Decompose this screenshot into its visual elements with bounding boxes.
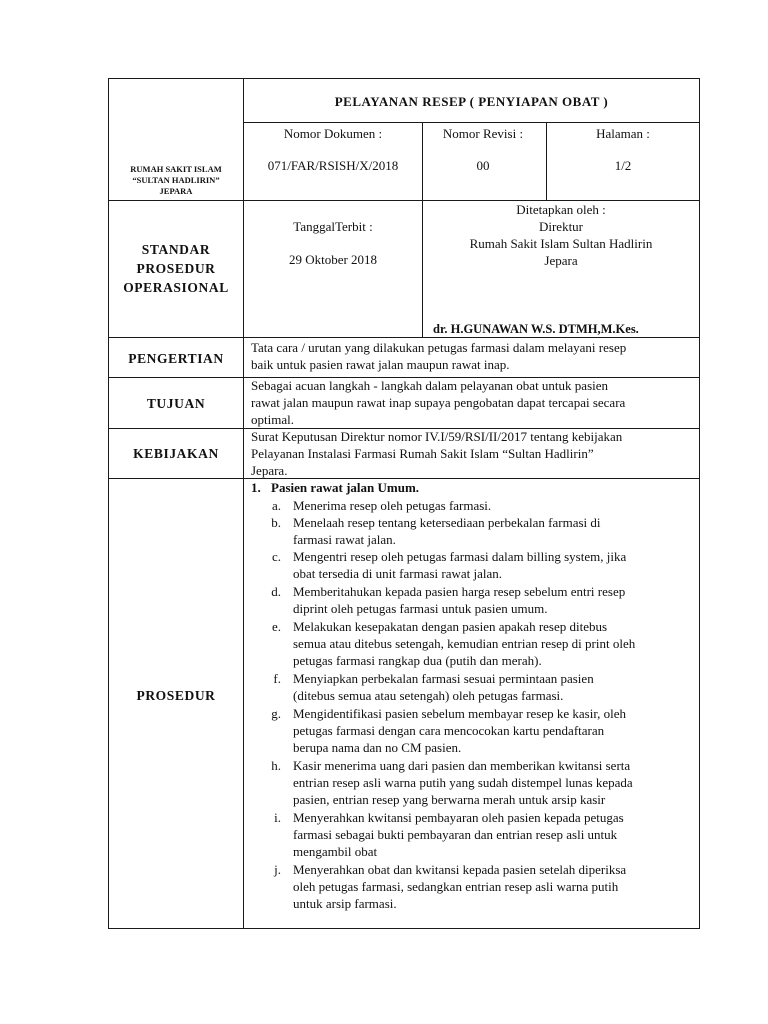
document-number-label: Nomor Dokumen :: [283, 126, 383, 141]
sop-label-line: STANDAR: [141, 242, 211, 257]
prosedur-step-b: [293, 514, 692, 548]
text-line: Menyerahkan obat dan kwitansi kepada pasien setelah diperiksa: [293, 862, 627, 877]
pengertian-label: PENGERTIAN: [128, 351, 224, 366]
text-line: untuk arsip farmasi.: [293, 896, 397, 911]
text-line: Surat Keputusan Direktur nomor IV.I/59/RSI/II/2017 tentang kebijakan: [251, 429, 623, 444]
prosedur-step-f: [293, 670, 692, 704]
document-number-value: 071/FAR/RSISH/X/2018: [267, 158, 399, 173]
prosedur-step-d: [293, 583, 692, 617]
text-line: farmasi rawat jalan.: [293, 532, 396, 547]
text-line: Menyiapkan perbekalan farmasi sesuai permintaan pasien: [293, 671, 594, 686]
text-line: Pelayanan Instalasi Farmasi Rumah Sakit Islam “Sultan Hadlirin”: [251, 446, 594, 461]
text-line: Menelaah resep tentang ketersediaan perbekalan farmasi di: [293, 515, 601, 530]
step-marker: f.: [273, 671, 281, 686]
table-border-bottom: [108, 928, 700, 929]
table-line-title: [243, 122, 700, 123]
text-line: Mengidentifikasi pasien sebelum membayar resep ke kasir, oleh: [293, 706, 627, 721]
text-line: pasien, entrian resep yang berwarna merah untuk arsip kasir: [293, 792, 606, 807]
text-line: baik untuk pasien rawat jalan maupun rawat inap.: [251, 357, 510, 372]
text-line: Memberitahukan kepada pasien harga resep sebelum entri resep: [293, 584, 626, 599]
table-border-top: [108, 78, 700, 79]
step-marker: i.: [274, 810, 281, 825]
text-line: Tata cara / urutan yang dilakukan petugas farmasi dalam melayani resep: [251, 340, 627, 355]
issued-date: 29 Oktober 2018: [288, 252, 378, 267]
prosedur-step-a: [293, 497, 692, 514]
text-line: mengambil obat: [293, 844, 378, 859]
text-line: (ditebus semua atau setengah) oleh petugas farmasi.: [293, 688, 564, 703]
step-marker: e.: [271, 619, 281, 634]
text-line: Menerima resep oleh petugas farmasi.: [293, 498, 492, 513]
kebijakan-label: KEBIJAKAN: [133, 446, 219, 461]
text-line: Sebagai acuan langkah - langkah dalam pelayanan obat untuk pasien: [251, 378, 609, 393]
prosedur-heading-number: 1.: [251, 480, 261, 495]
text-line: Melakukan kesepakatan dengan pasien apakah resep ditebus: [293, 619, 608, 634]
text-line: semua atau ditebus setengah, kemudian entrian resep di print oleh: [293, 636, 636, 651]
text-line: obat tersedia di unit farmasi rawat jalan.: [293, 566, 503, 581]
text-line: Jepara.: [251, 463, 288, 478]
hospital-name: [110, 164, 242, 197]
text-line: Kasir menerima uang dari pasien dan memberikan kwitansi serta: [293, 758, 631, 773]
signatory-name: dr. H.GUNAWAN W.S. DTMH,M.Kes.: [433, 322, 639, 336]
text-line: berupa nama dan no CM pasien.: [293, 740, 462, 755]
step-marker: d.: [271, 584, 281, 599]
hospital-city-line: JEPARA: [159, 186, 193, 196]
approver-title: Direktur: [538, 219, 584, 234]
issued-date-label: TanggalTerbit :: [293, 219, 373, 234]
prosedur-step-h: [293, 757, 692, 808]
page-value: 1/2: [614, 158, 632, 173]
approver-organization: Rumah Sakit Islam Sultan Hadlirin: [469, 236, 653, 251]
text-line: petugas farmasi rangkap dua (putih dan merah).: [293, 653, 542, 668]
approved-by-label: Ditetapkan oleh :: [516, 202, 606, 217]
text-line: optimal.: [251, 412, 294, 427]
hospital-name-line: “SULTAN HADLIRIN”: [132, 175, 220, 185]
text-line: diprint oleh petugas farmasi untuk pasien umum.: [293, 601, 548, 616]
approver-city: Jepara: [544, 253, 578, 268]
hospital-name-line: RUMAH SAKIT ISLAM: [130, 164, 222, 174]
tujuan-text: [251, 377, 691, 428]
step-marker: j.: [274, 862, 281, 877]
prosedur-step-e: [293, 618, 692, 669]
step-marker: c.: [271, 549, 281, 564]
text-line: entrian resep asli warna putih yang sudah distempel lunas kepada: [293, 775, 633, 790]
sop-label-line: OPERASIONAL: [123, 280, 229, 295]
prosedur-step-j: [293, 861, 692, 912]
tujuan-label: TUJUAN: [146, 396, 206, 411]
step-marker: b.: [271, 515, 281, 530]
pengertian-text: [251, 339, 691, 373]
prosedur-step-i: [293, 809, 692, 860]
revision-value: 00: [476, 158, 490, 173]
text-line: rawat jalan maupun rawat inap supaya pengobatan dapat tercapai secara: [251, 395, 626, 410]
text-line: Menyerahkan kwitansi pembayaran oleh pasien kepada petugas: [293, 810, 624, 825]
sop-label-line: PROSEDUR: [136, 261, 216, 276]
table-border-right: [699, 78, 700, 929]
table-line-label-col: [243, 78, 244, 929]
prosedur-step-g: [293, 705, 692, 756]
text-line: farmasi sebagai bukti pembayaran dan entrian resep asli untuk: [293, 827, 618, 842]
prosedur-heading: Pasien rawat jalan Umum.: [271, 480, 420, 495]
step-marker: h.: [271, 758, 281, 773]
step-marker: g.: [271, 706, 281, 721]
page-label: Halaman :: [596, 126, 650, 141]
step-marker: a.: [271, 498, 281, 513]
kebijakan-text: [251, 428, 691, 479]
prosedur-label: PROSEDUR: [136, 688, 216, 703]
text-line: Mengentri resep oleh petugas farmasi dalam billing system, jika: [293, 549, 627, 564]
text-line: petugas farmasi dengan cara mencocokan kartu pendaftaran: [293, 723, 605, 738]
table-border-left: [108, 78, 109, 929]
sop-label: [109, 240, 243, 297]
prosedur-step-c: [293, 548, 692, 582]
revision-label: Nomor Revisi :: [442, 126, 524, 141]
document-title: PELAYANAN RESEP ( PENYIAPAN OBAT ): [334, 94, 609, 109]
text-line: oleh petugas farmasi, sedangkan entrian resep asli warna putih: [293, 879, 619, 894]
